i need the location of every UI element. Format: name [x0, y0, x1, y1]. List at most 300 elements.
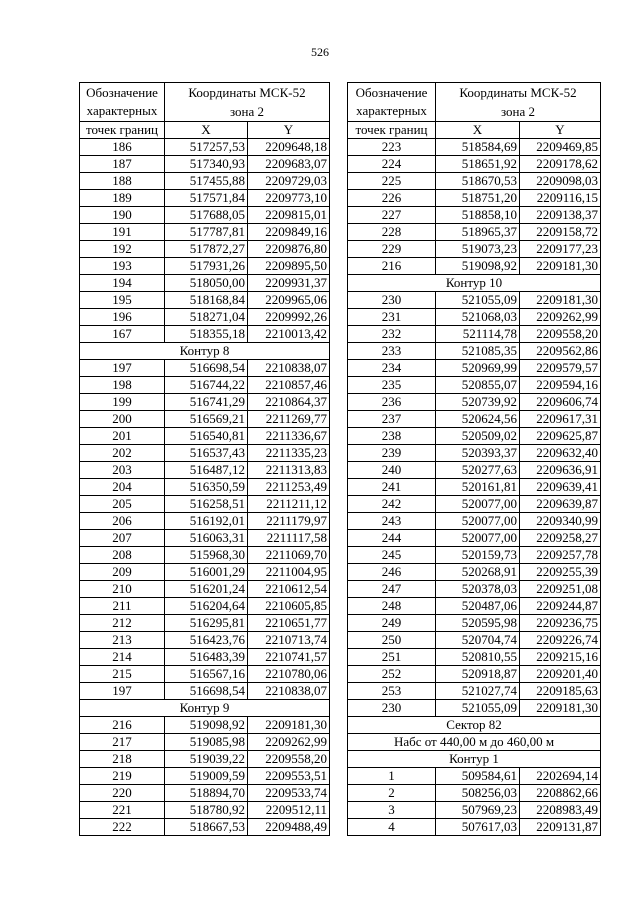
table-row	[348, 699, 601, 716]
table-row	[348, 495, 601, 512]
point-number-cell: 217	[80, 733, 165, 750]
table-row	[80, 818, 330, 835]
x-coordinate-cell: 518271,04	[165, 308, 248, 325]
designation-header-line: точек границ	[80, 121, 165, 138]
y-coordinate-cell: 2208862,66	[520, 784, 601, 801]
x-coordinate-cell: 520624,56	[436, 410, 520, 427]
point-number-cell: 235	[348, 376, 436, 393]
section-row	[348, 716, 601, 733]
point-number-cell: 229	[348, 240, 436, 257]
y-column-header: Y	[248, 121, 330, 138]
x-coordinate-cell: 517872,27	[165, 240, 248, 257]
table-row	[348, 189, 601, 206]
x-coordinate-cell: 518584,69	[436, 138, 520, 155]
y-coordinate-cell: 2209558,20	[520, 325, 601, 342]
y-coordinate-cell: 2209181,30	[520, 699, 601, 716]
table-row	[348, 359, 601, 376]
y-coordinate-cell: 2209488,49	[248, 818, 330, 835]
y-coordinate-cell: 2209648,18	[248, 138, 330, 155]
point-number-cell: 203	[80, 461, 165, 478]
x-column-header: X	[436, 121, 520, 138]
y-column-header: Y	[520, 121, 601, 138]
table-row	[348, 325, 601, 342]
point-number-cell: 237	[348, 410, 436, 427]
table-row	[348, 597, 601, 614]
section-row	[348, 750, 601, 767]
table-row	[348, 818, 601, 835]
point-number-cell: 201	[80, 427, 165, 444]
x-coordinate-cell: 518670,53	[436, 172, 520, 189]
table-row	[80, 189, 330, 206]
x-coordinate-cell: 521068,03	[436, 308, 520, 325]
table-row	[80, 257, 330, 274]
point-number-cell: 252	[348, 665, 436, 682]
table-row	[348, 393, 601, 410]
x-coordinate-cell: 516204,64	[165, 597, 248, 614]
table-row	[348, 580, 601, 597]
y-coordinate-cell: 2210857,46	[248, 376, 330, 393]
table-row	[348, 563, 601, 580]
point-number-cell: 191	[80, 223, 165, 240]
point-number-cell: 4	[348, 818, 436, 835]
table-row	[80, 733, 330, 750]
y-coordinate-cell: 2210838,07	[248, 682, 330, 699]
y-coordinate-cell: 2202694,14	[520, 767, 601, 784]
y-coordinate-cell: 2211269,77	[248, 410, 330, 427]
x-coordinate-cell: 520918,87	[436, 665, 520, 682]
y-coordinate-cell: 2209553,51	[248, 767, 330, 784]
section-title: Набс от 440,00 м до 460,00 м	[348, 733, 601, 750]
x-coordinate-cell: 520159,73	[436, 546, 520, 563]
y-coordinate-cell: 2209729,03	[248, 172, 330, 189]
x-coordinate-cell: 518858,10	[436, 206, 520, 223]
point-number-cell: 193	[80, 257, 165, 274]
point-number-cell: 190	[80, 206, 165, 223]
y-coordinate-cell: 2210605,85	[248, 597, 330, 614]
x-coordinate-cell: 517257,53	[165, 138, 248, 155]
point-number-cell: 204	[80, 478, 165, 495]
coordinates-table-right	[347, 82, 601, 836]
point-number-cell: 212	[80, 614, 165, 631]
y-coordinate-cell: 2209579,57	[520, 359, 601, 376]
table-header	[348, 83, 601, 139]
x-coordinate-cell: 520487,06	[436, 597, 520, 614]
x-coordinate-cell: 516001,29	[165, 563, 248, 580]
y-coordinate-cell: 2209340,99	[520, 512, 601, 529]
y-coordinate-cell: 2209181,30	[520, 257, 601, 274]
point-number-cell: 241	[348, 478, 436, 495]
table-row	[348, 682, 601, 699]
y-coordinate-cell: 2210864,37	[248, 393, 330, 410]
y-coordinate-cell: 2209815,01	[248, 206, 330, 223]
table-row	[80, 274, 330, 291]
x-coordinate-cell: 507969,23	[436, 801, 520, 818]
table-row	[80, 682, 330, 699]
point-number-cell: 209	[80, 563, 165, 580]
y-coordinate-cell: 2209533,74	[248, 784, 330, 801]
x-coordinate-cell: 516483,39	[165, 648, 248, 665]
y-coordinate-cell: 2210651,77	[248, 614, 330, 631]
designation-header-line: Обозначение	[86, 85, 158, 100]
table-row	[80, 495, 330, 512]
y-coordinate-cell: 2209965,06	[248, 291, 330, 308]
table-row	[80, 801, 330, 818]
designation-header	[348, 83, 436, 122]
point-number-cell: 239	[348, 444, 436, 461]
y-coordinate-cell: 2209636,91	[520, 461, 601, 478]
y-coordinate-cell: 2211313,83	[248, 461, 330, 478]
y-coordinate-cell: 2209262,99	[248, 733, 330, 750]
point-number-cell: 218	[80, 750, 165, 767]
table-row	[80, 597, 330, 614]
point-number-cell: 227	[348, 206, 436, 223]
x-coordinate-cell: 520393,37	[436, 444, 520, 461]
y-coordinate-cell: 2209244,87	[520, 597, 601, 614]
point-number-cell: 186	[80, 138, 165, 155]
point-number-cell: 251	[348, 648, 436, 665]
y-coordinate-cell: 2210013,42	[248, 325, 330, 342]
x-coordinate-cell: 520509,02	[436, 427, 520, 444]
table-row	[80, 240, 330, 257]
x-coordinate-cell: 519073,23	[436, 240, 520, 257]
point-number-cell: 198	[80, 376, 165, 393]
x-coordinate-cell: 519098,92	[436, 257, 520, 274]
designation-header-line: точек границ	[348, 121, 436, 138]
table-row	[348, 427, 601, 444]
x-coordinate-cell: 520077,00	[436, 529, 520, 546]
x-coordinate-cell: 519085,98	[165, 733, 248, 750]
table-row	[80, 291, 330, 308]
section-row	[80, 699, 330, 716]
y-coordinate-cell: 2209617,31	[520, 410, 601, 427]
x-coordinate-cell: 517787,81	[165, 223, 248, 240]
y-coordinate-cell: 2211211,12	[248, 495, 330, 512]
y-coordinate-cell: 2211179,97	[248, 512, 330, 529]
point-number-cell: 197	[80, 359, 165, 376]
point-number-cell: 247	[348, 580, 436, 597]
point-number-cell: 245	[348, 546, 436, 563]
point-number-cell: 228	[348, 223, 436, 240]
point-number-cell: 216	[348, 257, 436, 274]
y-coordinate-cell: 2209931,37	[248, 274, 330, 291]
point-number-cell: 197	[80, 682, 165, 699]
x-coordinate-cell: 518168,84	[165, 291, 248, 308]
x-coordinate-cell: 519098,92	[165, 716, 248, 733]
point-number-cell: 210	[80, 580, 165, 597]
y-coordinate-cell: 2211335,23	[248, 444, 330, 461]
table-body	[348, 138, 601, 835]
point-number-cell: 219	[80, 767, 165, 784]
y-coordinate-cell: 2209683,07	[248, 155, 330, 172]
y-coordinate-cell: 2209181,30	[248, 716, 330, 733]
x-coordinate-cell: 520704,74	[436, 631, 520, 648]
x-coordinate-cell: 520077,00	[436, 495, 520, 512]
table-row	[80, 393, 330, 410]
table-row	[348, 648, 601, 665]
x-coordinate-cell: 516487,12	[165, 461, 248, 478]
table-row	[348, 665, 601, 682]
x-column-header: X	[165, 121, 248, 138]
point-number-cell: 234	[348, 359, 436, 376]
x-coordinate-cell: 517688,05	[165, 206, 248, 223]
table-row	[348, 478, 601, 495]
table-row	[348, 512, 601, 529]
point-number-cell: 211	[80, 597, 165, 614]
point-number-cell: 248	[348, 597, 436, 614]
point-number-cell: 215	[80, 665, 165, 682]
point-number-cell: 214	[80, 648, 165, 665]
y-coordinate-cell: 2209158,72	[520, 223, 601, 240]
point-number-cell: 223	[348, 138, 436, 155]
x-coordinate-cell: 519039,22	[165, 750, 248, 767]
point-number-cell: 1	[348, 767, 436, 784]
table-row	[348, 257, 601, 274]
point-number-cell: 189	[80, 189, 165, 206]
point-number-cell: 206	[80, 512, 165, 529]
y-coordinate-cell: 2209258,27	[520, 529, 601, 546]
x-coordinate-cell: 516201,24	[165, 580, 248, 597]
coordinates-header-line: Координаты МСК-52	[188, 85, 306, 100]
x-coordinate-cell: 515968,30	[165, 546, 248, 563]
table-header	[80, 83, 330, 139]
point-number-cell: 231	[348, 308, 436, 325]
coordinates-table-left	[79, 82, 330, 836]
table-row	[80, 172, 330, 189]
y-coordinate-cell: 2209181,30	[520, 291, 601, 308]
y-coordinate-cell: 2209116,15	[520, 189, 601, 206]
x-coordinate-cell: 509584,61	[436, 767, 520, 784]
point-number-cell: 224	[348, 155, 436, 172]
table-row	[348, 801, 601, 818]
table-row	[80, 563, 330, 580]
point-number-cell: 3	[348, 801, 436, 818]
point-number-cell: 220	[80, 784, 165, 801]
point-number-cell: 208	[80, 546, 165, 563]
table-row	[348, 206, 601, 223]
y-coordinate-cell: 2211336,67	[248, 427, 330, 444]
y-coordinate-cell: 2210612,54	[248, 580, 330, 597]
point-number-cell: 196	[80, 308, 165, 325]
point-number-cell: 246	[348, 563, 436, 580]
point-number-cell: 194	[80, 274, 165, 291]
y-coordinate-cell: 2209257,78	[520, 546, 601, 563]
x-coordinate-cell: 516698,54	[165, 359, 248, 376]
point-number-cell: 243	[348, 512, 436, 529]
point-number-cell: 249	[348, 614, 436, 631]
table-row	[80, 138, 330, 155]
y-coordinate-cell: 2209876,80	[248, 240, 330, 257]
y-coordinate-cell: 2209177,23	[520, 240, 601, 257]
x-coordinate-cell: 517455,88	[165, 172, 248, 189]
table-row	[348, 308, 601, 325]
x-coordinate-cell: 518651,92	[436, 155, 520, 172]
x-coordinate-cell: 519009,59	[165, 767, 248, 784]
coordinates-header-line: Координаты МСК-52	[459, 85, 577, 100]
x-coordinate-cell: 521027,74	[436, 682, 520, 699]
y-coordinate-cell: 2209251,08	[520, 580, 601, 597]
table-row	[80, 631, 330, 648]
x-coordinate-cell: 516063,31	[165, 529, 248, 546]
x-coordinate-cell: 518894,70	[165, 784, 248, 801]
point-number-cell: 236	[348, 393, 436, 410]
y-coordinate-cell: 2208983,49	[520, 801, 601, 818]
y-coordinate-cell: 2209131,87	[520, 818, 601, 835]
table-row	[80, 461, 330, 478]
designation-header-line: характерных	[86, 103, 158, 118]
x-coordinate-cell: 517340,93	[165, 155, 248, 172]
section-title: Контур 9	[80, 699, 330, 716]
y-coordinate-cell: 2210741,57	[248, 648, 330, 665]
point-number-cell: 240	[348, 461, 436, 478]
x-coordinate-cell: 516567,16	[165, 665, 248, 682]
y-coordinate-cell: 2209262,99	[520, 308, 601, 325]
table-row	[348, 223, 601, 240]
y-coordinate-cell: 2209512,11	[248, 801, 330, 818]
table-row	[348, 767, 601, 784]
point-number-cell: 199	[80, 393, 165, 410]
y-coordinate-cell: 2209992,26	[248, 308, 330, 325]
y-coordinate-cell: 2209895,50	[248, 257, 330, 274]
point-number-cell: 238	[348, 427, 436, 444]
table-row	[80, 206, 330, 223]
x-coordinate-cell: 520161,81	[436, 478, 520, 495]
y-coordinate-cell: 2209773,10	[248, 189, 330, 206]
table-body	[80, 138, 330, 835]
y-coordinate-cell: 2209215,16	[520, 648, 601, 665]
x-coordinate-cell: 518751,20	[436, 189, 520, 206]
y-coordinate-cell: 2209625,87	[520, 427, 601, 444]
point-number-cell: 2	[348, 784, 436, 801]
table-row	[348, 784, 601, 801]
x-coordinate-cell: 516192,01	[165, 512, 248, 529]
section-title: Контур 1	[348, 750, 601, 767]
y-coordinate-cell: 2209255,39	[520, 563, 601, 580]
coordinates-header	[436, 83, 601, 103]
y-coordinate-cell: 2209098,03	[520, 172, 601, 189]
y-coordinate-cell: 2209632,40	[520, 444, 601, 461]
point-number-cell: 221	[80, 801, 165, 818]
x-coordinate-cell: 521055,09	[436, 291, 520, 308]
table-row	[80, 750, 330, 767]
x-coordinate-cell: 518050,00	[165, 274, 248, 291]
table-row	[80, 359, 330, 376]
y-coordinate-cell: 2209178,62	[520, 155, 601, 172]
section-row	[348, 733, 601, 750]
table-row	[348, 342, 601, 359]
table-row	[348, 376, 601, 393]
point-number-cell: 250	[348, 631, 436, 648]
y-coordinate-cell: 2210713,74	[248, 631, 330, 648]
point-number-cell: 195	[80, 291, 165, 308]
table-row	[80, 512, 330, 529]
table-row	[80, 716, 330, 733]
zone-label: зона 2	[500, 103, 536, 119]
table-row	[348, 529, 601, 546]
y-coordinate-cell: 2209639,41	[520, 478, 601, 495]
x-coordinate-cell: 516350,59	[165, 478, 248, 495]
table-row	[348, 461, 601, 478]
x-coordinate-cell: 520077,00	[436, 512, 520, 529]
section-row	[80, 342, 330, 359]
point-number-cell: 233	[348, 342, 436, 359]
x-coordinate-cell: 516569,21	[165, 410, 248, 427]
table-row	[348, 614, 601, 631]
designation-header-line: Обозначение	[355, 85, 428, 100]
x-coordinate-cell: 518667,53	[165, 818, 248, 835]
table-row	[80, 546, 330, 563]
x-coordinate-cell: 507617,03	[436, 818, 520, 835]
point-number-cell: 205	[80, 495, 165, 512]
x-coordinate-cell: 518355,18	[165, 325, 248, 342]
y-coordinate-cell: 2211117,58	[248, 529, 330, 546]
point-number-cell: 232	[348, 325, 436, 342]
table-row	[348, 155, 601, 172]
x-coordinate-cell: 516423,76	[165, 631, 248, 648]
x-coordinate-cell: 516258,51	[165, 495, 248, 512]
x-coordinate-cell: 517571,84	[165, 189, 248, 206]
point-number-cell: 202	[80, 444, 165, 461]
table-row	[80, 410, 330, 427]
point-number-cell: 253	[348, 682, 436, 699]
point-number-cell: 192	[80, 240, 165, 257]
point-number-cell: 222	[80, 818, 165, 835]
x-coordinate-cell: 516698,54	[165, 682, 248, 699]
designation-header	[80, 83, 165, 122]
table-row	[80, 784, 330, 801]
y-coordinate-cell: 2209226,74	[520, 631, 601, 648]
table-row	[80, 427, 330, 444]
point-number-cell: 216	[80, 716, 165, 733]
page-number: 526	[311, 45, 329, 59]
table-row	[348, 172, 601, 189]
table-row	[80, 223, 330, 240]
point-number-cell: 187	[80, 155, 165, 172]
point-number-cell: 207	[80, 529, 165, 546]
table-row	[80, 478, 330, 495]
table-row	[80, 767, 330, 784]
point-number-cell: 167	[80, 325, 165, 342]
table-row	[80, 376, 330, 393]
x-coordinate-cell: 521114,78	[436, 325, 520, 342]
x-coordinate-cell: 520378,03	[436, 580, 520, 597]
table-row	[348, 444, 601, 461]
x-coordinate-cell: 520595,98	[436, 614, 520, 631]
x-coordinate-cell: 518780,92	[165, 801, 248, 818]
table-row	[80, 155, 330, 172]
table-row	[80, 614, 330, 631]
x-coordinate-cell: 520855,07	[436, 376, 520, 393]
point-number-cell: 244	[348, 529, 436, 546]
y-coordinate-cell: 2209236,75	[520, 614, 601, 631]
x-coordinate-cell: 521055,09	[436, 699, 520, 716]
y-coordinate-cell: 2209469,85	[520, 138, 601, 155]
section-title: Контур 10	[348, 274, 601, 291]
table-row	[80, 665, 330, 682]
section-title: Сектор 82	[348, 716, 601, 733]
point-number-cell: 200	[80, 410, 165, 427]
section-title: Контур 8	[80, 342, 330, 359]
y-coordinate-cell: 2209138,37	[520, 206, 601, 223]
table-row	[348, 410, 601, 427]
x-coordinate-cell: 520969,99	[436, 359, 520, 376]
x-coordinate-cell: 516744,22	[165, 376, 248, 393]
y-coordinate-cell: 2209558,20	[248, 750, 330, 767]
x-coordinate-cell: 516741,29	[165, 393, 248, 410]
table-row	[80, 529, 330, 546]
y-coordinate-cell: 2209606,74	[520, 393, 601, 410]
table-row	[348, 631, 601, 648]
point-number-cell: 225	[348, 172, 436, 189]
